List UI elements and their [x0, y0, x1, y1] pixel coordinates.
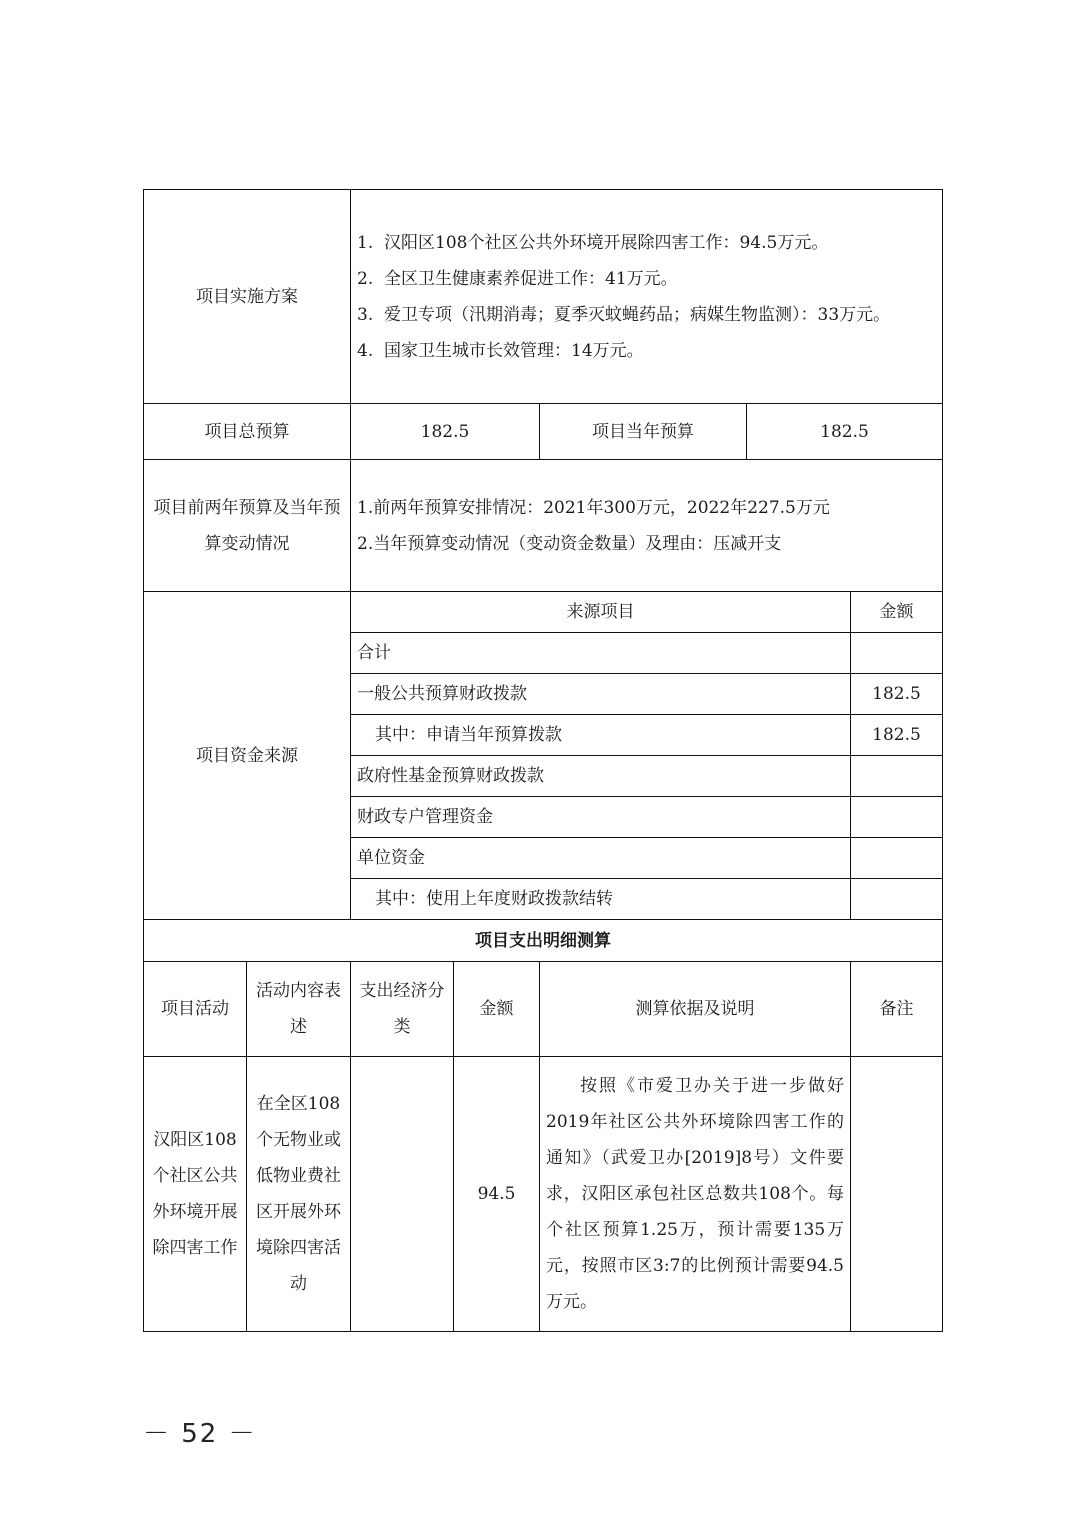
detail-basis: 按照《市爱卫办关于进一步做好2019年社区公共外环境除四害工作的通知》（武爱卫办[2019]8号）文件要求，汉阳区承包社区总数共108个。每个社区预算1.25万，预计需要135万元，按照市区3:7的比例预计需要94.5万元。	[540, 1057, 851, 1332]
detail-header-description: 活动内容表述	[247, 962, 351, 1057]
funding-source: 其中：使用上年度财政拨款结转	[351, 879, 851, 920]
total-budget-value: 182.5	[351, 404, 540, 460]
funding-header-source: 来源项目	[351, 592, 851, 633]
budget-change-content	[351, 460, 943, 592]
funding-source: 一般公共预算财政拨款	[351, 674, 851, 715]
plan-item: 3. 爱卫专项（汛期消毒；夏季灭蚊蝇药品；病媒生物监测）：33万元。	[357, 304, 891, 325]
detail-header-econ-class: 支出经济分类	[351, 962, 454, 1057]
detail-title: 项目支出明细测算	[144, 920, 943, 962]
budget-row	[144, 404, 943, 460]
plan-item: 1. 汉阳区108个社区公共外环境开展除四害工作：94.5万元。	[357, 232, 829, 253]
funding-source: 其中：申请当年预算拨款	[351, 715, 851, 756]
funding-amount: 182.5	[851, 715, 943, 756]
detail-activity: 汉阳区108个社区公共外环境开展除四害工作	[144, 1057, 247, 1332]
funding-source: 财政专户管理资金	[351, 797, 851, 838]
detail-header-amount: 金额	[454, 962, 540, 1057]
funding-header-amount: 金额	[851, 592, 943, 633]
funding-amount	[851, 633, 943, 674]
detail-header-activity: 项目活动	[144, 962, 247, 1057]
plan-label: 项目实施方案	[144, 190, 351, 404]
funding-amount	[851, 879, 943, 920]
budget-change-row	[144, 460, 943, 592]
funding-amount	[851, 838, 943, 879]
budget-change-line: 1.前两年预算安排情况：2021年300万元，2022年227.5万元	[357, 497, 830, 518]
detail-amount: 94.5	[454, 1057, 540, 1332]
funding-source: 单位资金	[351, 838, 851, 879]
detail-title-row	[144, 920, 943, 962]
funding-label: 项目资金来源	[144, 592, 351, 920]
project-budget-table	[143, 189, 943, 1332]
funding-amount: 182.5	[851, 674, 943, 715]
current-budget-label: 项目当年预算	[540, 404, 747, 460]
total-budget-label: 项目总预算	[144, 404, 351, 460]
plan-content	[351, 190, 943, 404]
page-number: － 52 －	[143, 1419, 257, 1449]
funding-header-row	[144, 592, 943, 633]
funding-source: 政府性基金预算财政拨款	[351, 756, 851, 797]
budget-change-line: 2.当年预算变动情况（变动资金数量）及理由：压减开支	[357, 533, 782, 554]
detail-econ-class	[351, 1057, 454, 1332]
detail-remark	[851, 1057, 943, 1332]
budget-change-label: 项目前两年预算及当年预算变动情况	[144, 460, 351, 592]
funding-source: 合计	[351, 633, 851, 674]
detail-header-remark: 备注	[851, 962, 943, 1057]
detail-row	[144, 1057, 943, 1332]
detail-header-row	[144, 962, 943, 1057]
plan-item: 4. 国家卫生城市长效管理：14万元。	[357, 340, 644, 361]
detail-header-basis: 测算依据及说明	[540, 962, 851, 1057]
current-budget-value: 182.5	[747, 404, 943, 460]
plan-item: 2. 全区卫生健康素养促进工作：41万元。	[357, 268, 678, 289]
funding-amount	[851, 797, 943, 838]
plan-row	[144, 190, 943, 404]
funding-amount	[851, 756, 943, 797]
detail-description: 在全区108个无物业或低物业费社区开展外环境除四害活动	[247, 1057, 351, 1332]
